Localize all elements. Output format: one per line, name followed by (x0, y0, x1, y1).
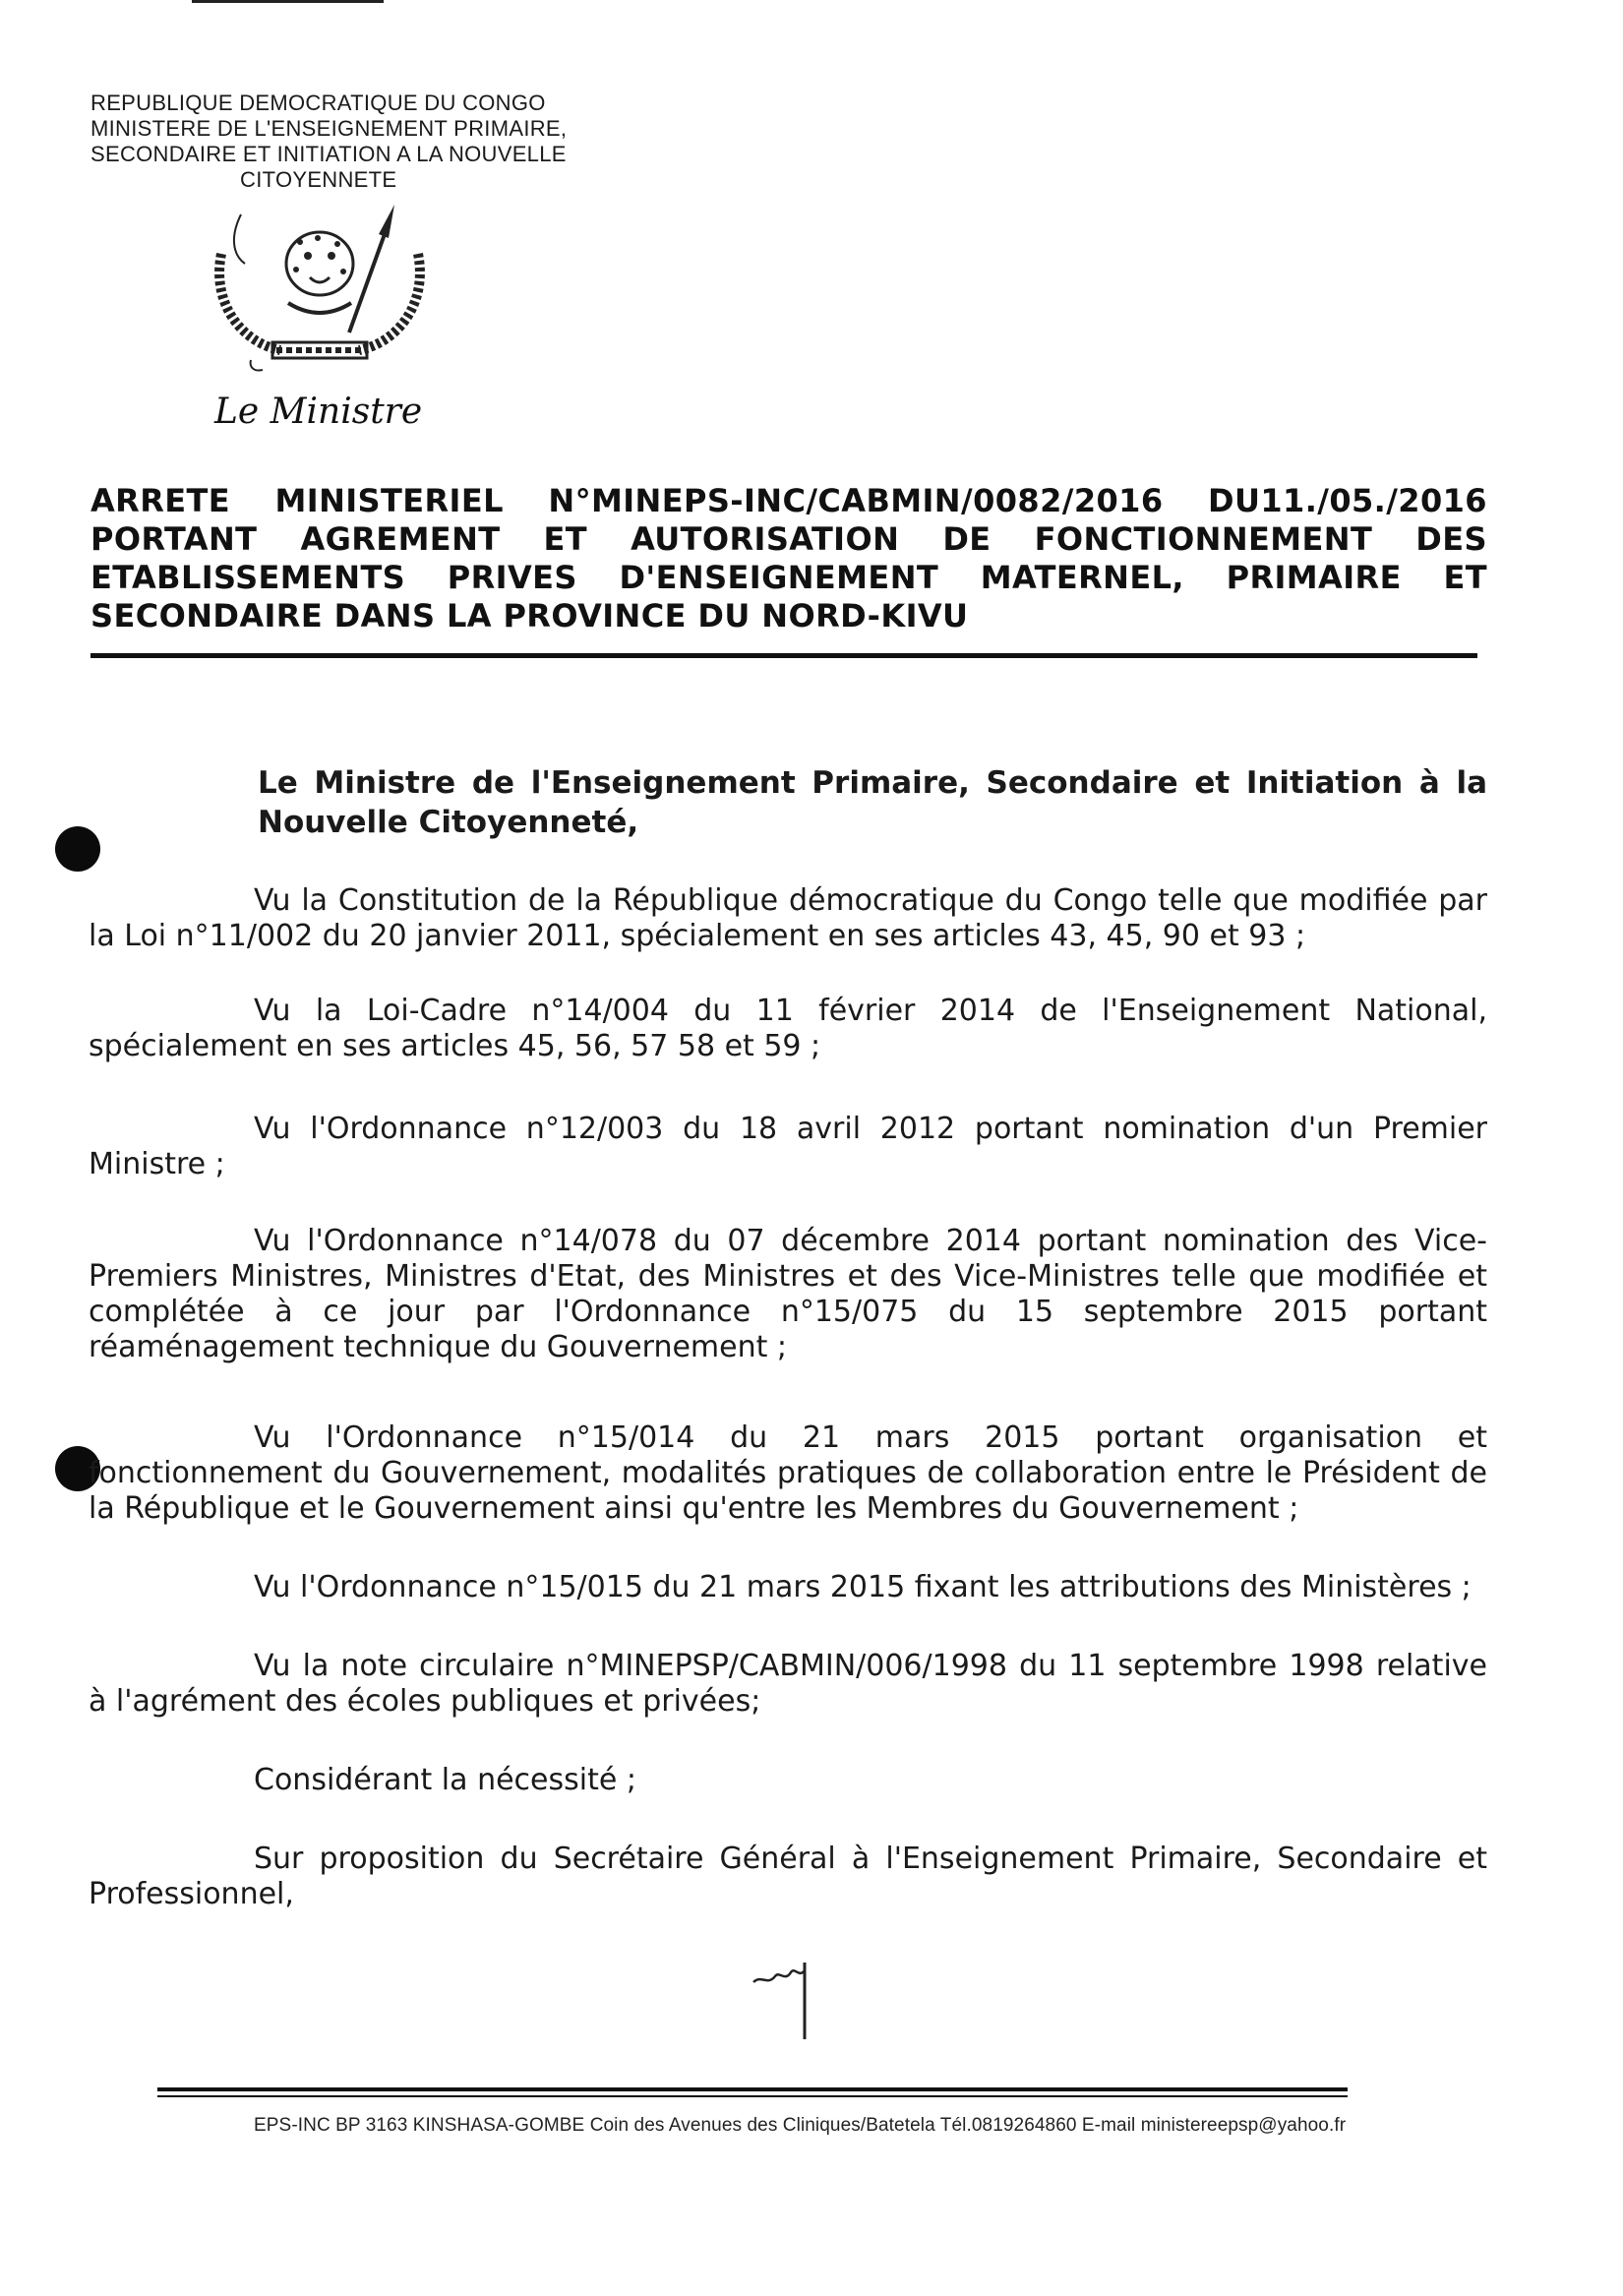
title-word: MINISTERIEL (274, 482, 504, 519)
title-row-2 (90, 520, 1487, 559)
title-word: DES (1415, 520, 1487, 558)
title-word: AUTORISATION (631, 520, 900, 558)
recital-constitution: Vu la Constitution de la République démocratique du Congo telle que modifiée par la Loi n°11/002 du 20 janvier 2011, spécialement en ses articles 43, 45, 90 et 93 ; (89, 883, 1487, 953)
title-word: ETABLISSEMENTS (90, 559, 406, 596)
letterhead-ministry-end: CITOYENNETE (240, 167, 397, 192)
punch-hole-mark (55, 826, 100, 872)
footer-divider-thin (157, 2095, 1348, 2097)
footer-divider (157, 2087, 1348, 2091)
scan-artifact-line (192, 0, 384, 3)
title-word: PORTANT (90, 520, 258, 558)
recital-ordonnance-organisation: Vu l'Ordonnance n°15/014 du 21 mars 2015 portant organisation et fonctionnement du Gouvernement, modalités pratiques de collaboration entre le Président de la République et le Gouvernement ainsi qu'entre les Membres du Gouvernement ; (89, 1420, 1487, 1526)
footer-address: EPS-INC BP 3163 KINSHASA-GOMBE Coin des Avenues des Cliniques/Batetela Tél.0819264860 E-mail ministereepsp@yahoo.fr (254, 2115, 1347, 2136)
title-decree-number: N°MINEPS-INC/CABMIN/0082/2016 (548, 482, 1164, 519)
coat-of-arms-emblem (202, 195, 438, 372)
letterhead-ministry: MINISTERE DE L'ENSEIGNEMENT PRIMAIRE, (90, 116, 568, 141)
title-word: AGREMENT (300, 520, 501, 558)
title-word: PRIMAIRE (1226, 559, 1402, 596)
minister-signature-title: Le Ministre (214, 392, 423, 432)
title-word: ET (1443, 559, 1487, 596)
title-word: FONCTIONNEMENT (1034, 520, 1373, 558)
title-word: ARRETE (90, 482, 230, 519)
recital-considerant: Considérant la nécessité ; (254, 1763, 636, 1797)
title-row-3 (90, 559, 1487, 597)
letterhead-republic: REPUBLIQUE DEMOCRATIQUE DU CONGO (90, 91, 546, 115)
title-word: PRIVES (447, 559, 577, 596)
title-word: MATERNEL, (980, 559, 1184, 596)
letterhead (90, 91, 567, 193)
handwritten-initials (750, 1953, 828, 2041)
recital-ordonnance-premier-ministre: Vu l'Ordonnance n°12/003 du 18 avril 2012 portant nomination d'un Premier Ministre ; (89, 1112, 1487, 1181)
letterhead-ministry-cont: SECONDAIRE ET INITIATION A LA NOUVELLE (90, 142, 567, 166)
title-word: D'ENSEIGNEMENT (619, 559, 939, 596)
recital-note-circulaire: Vu la note circulaire n°MINEPSP/CABMIN/006/1998 du 11 septembre 1998 relative à l'agrément des écoles publiques et privées; (89, 1649, 1487, 1719)
recital-proposition: Sur proposition du Secrétaire Général à l'Enseignement Primaire, Secondaire et Professionnel, (89, 1842, 1487, 1911)
recital-ordonnance-attributions: Vu l'Ordonnance n°15/015 du 21 mars 2015 fixant les attributions des Ministères ; (254, 1570, 1472, 1604)
title-word: ET (543, 520, 588, 558)
title-row-4: SECONDAIRE DANS LA PROVINCE DU NORD-KIVU (90, 597, 969, 634)
recital-loi-cadre: Vu la Loi-Cadre n°14/004 du 11 février 2014 de l'Enseignement National, spécialement en ses articles 45, 56, 57 58 et 59 ; (89, 994, 1487, 1063)
title-word: DE (942, 520, 992, 558)
title-divider (90, 653, 1477, 658)
title-row-1 (90, 482, 1487, 520)
recital-ordonnance-ministres: Vu l'Ordonnance n°14/078 du 07 décembre 2014 portant nomination des Vice-Premiers Ministres, Ministres d'Etat, des Ministres et des Vice-Ministres telle que modifiée et complétée à ce jour par l'Ordonnance n°15/075 du 15 septembre 2015 portant réaménagement technique du Gouvernement ; (89, 1224, 1487, 1364)
decree-title (90, 482, 1487, 635)
preamble-heading: Le Ministre de l'Enseignement Primaire, Secondaire et Initiation à la Nouvelle Citoyenneté, (258, 765, 1487, 840)
preamble-body (89, 883, 1487, 1912)
title-decree-date: DU11./05./2016 (1208, 482, 1487, 519)
